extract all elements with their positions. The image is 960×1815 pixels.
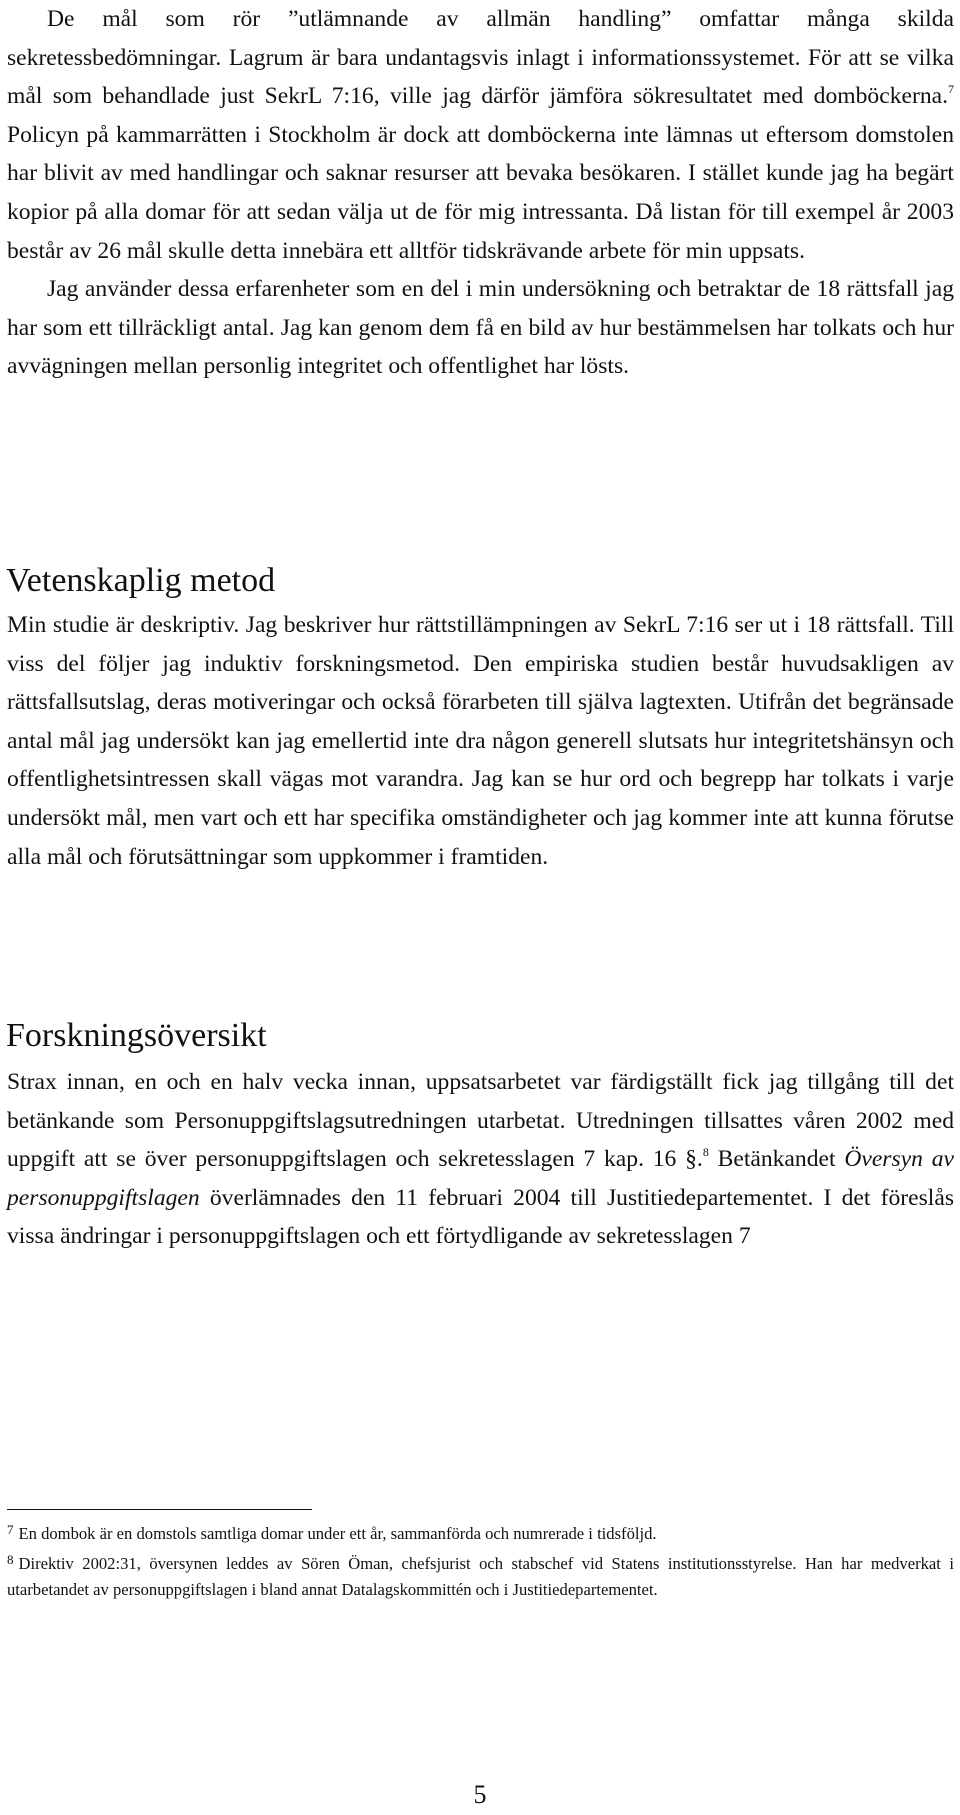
footnote-number: 8	[7, 1552, 14, 1567]
paragraph-experience: Jag använder dessa erfarenheter som en del i min undersökning och betraktar de 18 rättsfall jag har som ett tillräckligt antal. Jag kan genom dem få en bild av hur bestämmelsen har tolkats och hur avvägningen mellan personlig integritet och offentlighet har lösts.	[7, 276, 954, 380]
report-title: Översyn av personuppgiftslagen	[7, 1146, 954, 1211]
footnote-divider	[7, 1509, 312, 1510]
heading-method: Vetenskaplig metod	[6, 562, 276, 599]
footnote-7	[7, 1517, 954, 1547]
paragraph-text: De mål som rör ”utlämnande av allmän handling” omfattar många skilda sekretessbedömningar. Lagrum är bara undantagsvis inlagt i informationssystemet. För att se vilka mål som behandlade just SekrL 7:16, ville jag därför jämföra sökresultatet med domböckerna.	[7, 6, 954, 110]
heading-overview: Forskningsöversikt	[6, 1017, 267, 1054]
footnote-8	[7, 1547, 954, 1603]
footnote-ref-8[interactable]: 8	[702, 1145, 709, 1160]
page-number: 5	[473, 1780, 487, 1809]
footnote-number: 7	[7, 1522, 14, 1537]
footnote-text: En dombok är en domstols samtliga domar under ett år, sammanförda och numrerade i tidsföljd.	[18, 1524, 657, 1543]
footnote-text: Direktiv 2002:31, översynen leddes av Sören Öman, chefsjurist och stabschef vid Statens institutionsstyrelse. Han har medverkat i utarbetandet av personuppgiftslagen i bland annat Datalagskommittén och i Justitiedepartementet.	[7, 1554, 954, 1599]
paragraph-text: överlämnades den 11 februari 2004 till Justitiedepartementet. I det föreslås vissa ändringar i personuppgiftslagen och ett förtydligande av sekretesslagen 7	[7, 1184, 954, 1250]
paragraph-text: Policyn på kammarrätten i Stockholm är dock att domböckerna inte lämnas ut eftersom domstolen har blivit av med handlingar och saknar resurser att bevaka besökaren. I stället kunde jag ha begärt kopior på alla domar för att sedan välja ut de för mig intressanta. Då listan för till exempel år 2003 består av 26 mål skulle detta innebära ett alltför tidskrävande arbete för min uppsats.	[7, 121, 954, 264]
overview-section	[7, 1063, 954, 1256]
paragraph-method: Min studie är deskriptiv. Jag beskriver hur rättstillämpningen av SekrL 7:16 ser ut i 18 rättsfall. Till viss del följer jag induktiv forskningsmetod. Den empiriska studien består huvudsakligen av rättsfallsutslag, deras motiveringar och också förarbeten till själva lagtexten. Utifrån det begränsade antal mål jag undersökt kan jag emellertid inte dra någon generell slutsats hur integritetshänsyn och offentlighetsintressen skall vägas mot varandra. Jag kan se hur ord och begrepp har tolkats i varje undersökt mål, men vart och ett har specifika omständigheter och jag kommer inte att kunna förutse alla mål och förutsättningar som uppkommer i framtiden.	[7, 612, 954, 870]
intro-section	[7, 0, 954, 386]
footnotes	[7, 1517, 954, 1603]
paragraph-text: Betänkandet	[708, 1146, 845, 1173]
paragraph-overview	[7, 1063, 954, 1256]
paragraph-data-collection	[7, 0, 954, 270]
method-section	[7, 606, 954, 876]
footnote-ref-7[interactable]: 7	[948, 82, 954, 97]
paragraph-text: Strax innan, en och en halv vecka innan, uppsatsarbetet var färdigställt fick jag tillgång till det betänkande som Personuppgiftslagsutredningen utarbetat. Utredningen tillsattes våren 2002 med uppgift att se över personuppgiftslagen och sekretesslagen 7 kap. 16 §.	[7, 1069, 954, 1173]
